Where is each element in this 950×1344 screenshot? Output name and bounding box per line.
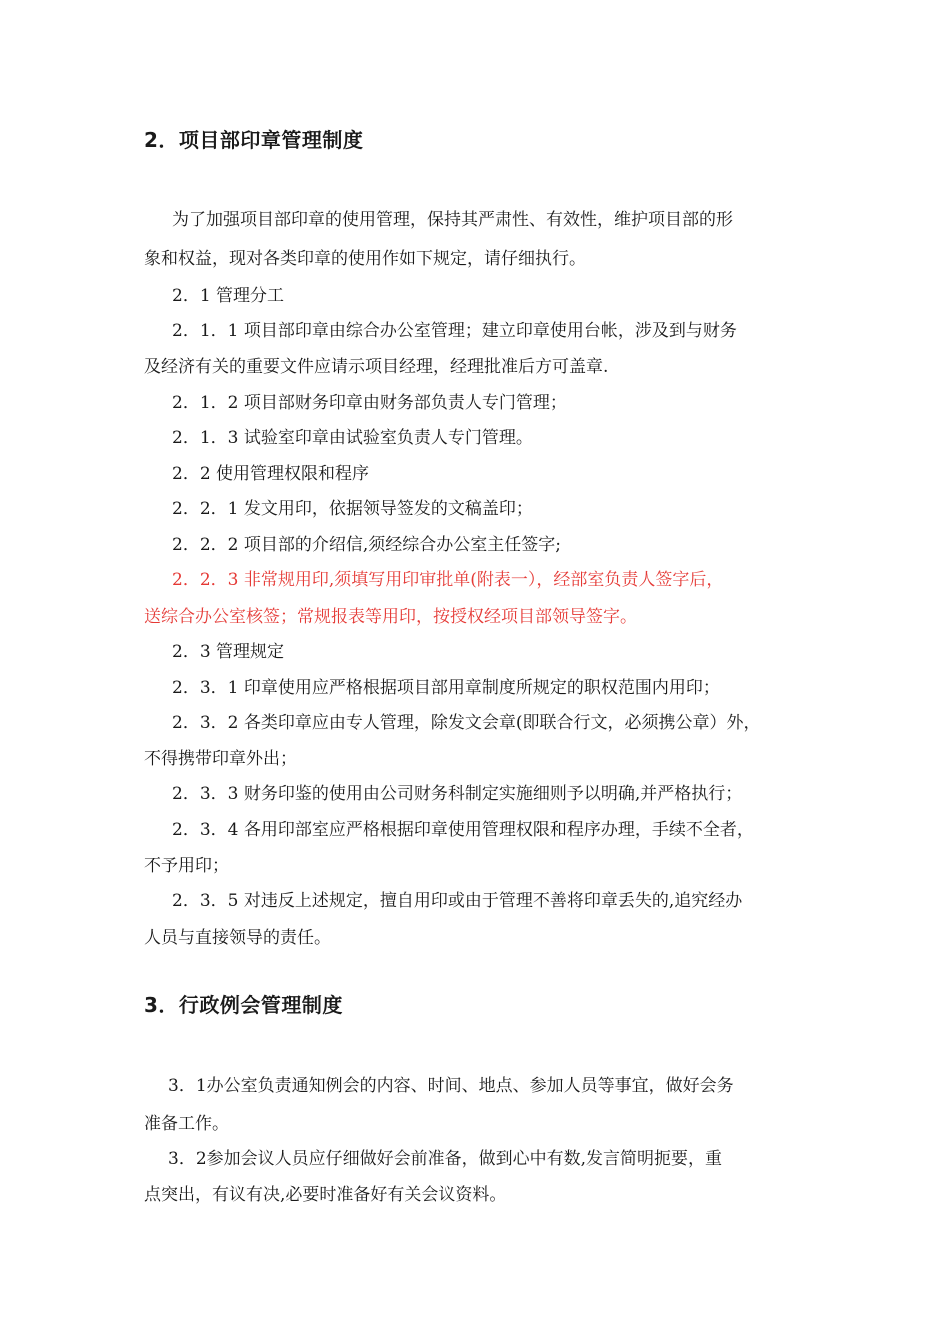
- item-2-3: 2．3 管理规定: [172, 642, 285, 662]
- item-3-1-line-1: 3．1办公室负责通知例会的内容、时间、地点、参加人员等事宜，做好会务: [168, 1076, 734, 1096]
- item-2-1-1-line-1: 2．1．1 项目部印章由综合办公室管理；建立印章使用台帐，涉及到与财务: [172, 321, 737, 341]
- item-2-3-2-line-1: 2．3．2 各类印章应由专人管理，除发文会章(即联合行文，必须携公章）外，: [172, 713, 761, 733]
- para-intro-line-1: 为了加强项目部印章的使用管理，保持其严肃性、有效性，维护项目部的形: [172, 210, 733, 230]
- section-2-heading: 2．项目部印章管理制度: [144, 128, 364, 152]
- item-2-3-1: 2．3．1 印章使用应严格根据项目部用章制度所规定的职权范围内用印；: [172, 678, 720, 698]
- item-2-2-3-line-1: 2．2．3 非常规用印,须填写用印审批单(附表一），经部室负责人签字后，: [172, 570, 724, 590]
- item-3-2-line-2: 点突出，有议有决,必要时准备好有关会议资料。: [144, 1185, 507, 1205]
- item-3-1-line-2: 准备工作。: [144, 1114, 229, 1134]
- item-3-2-line-1: 3．2参加会议人员应仔细做好会前准备，做到心中有数,发言简明扼要，重: [168, 1149, 723, 1169]
- item-2-2-1: 2．2．1 发文用印，依据领导签发的文稿盖印；: [172, 499, 533, 519]
- section-3-heading: 3．行政例会管理制度: [144, 993, 343, 1017]
- para-intro-line-2: 象和权益，现对各类印章的使用作如下规定，请仔细执行。: [144, 249, 586, 269]
- item-2-1: 2．1 管理分工: [172, 286, 285, 306]
- item-2-3-5-line-2: 人员与直接领导的责任。: [144, 928, 331, 948]
- item-2-2-2: 2．2．2 项目部的介绍信,须经综合办公室主任签字;: [172, 535, 561, 555]
- item-2-1-1-line-2: 及经济有关的重要文件应请示项目经理，经理批准后方可盖章.: [144, 357, 609, 377]
- item-2-3-3: 2．3．3 财务印鉴的使用由公司财务科制定实施细则予以明确,并严格执行；: [172, 784, 743, 804]
- item-2-3-2-line-2: 不得携带印章外出；: [144, 749, 297, 769]
- item-2-3-4-line-1: 2．3．4 各用印部室应严格根据印章使用管理权限和程序办理，手续不全者，: [172, 820, 754, 840]
- item-2-1-2: 2．1．2 项目部财务印章由财务部负责人专门管理；: [172, 393, 567, 413]
- item-2-3-5-line-1: 2．3．5 对违反上述规定，擅自用印或由于管理不善将印章丢失的,追究经办: [172, 891, 743, 911]
- item-2-3-4-line-2: 不予用印；: [144, 856, 229, 876]
- item-2-2: 2．2 使用管理权限和程序: [172, 464, 370, 484]
- item-2-1-3: 2．1．3 试验室印章由试验室负责人专门管理。: [172, 428, 533, 448]
- item-2-2-3-line-2: 送综合办公室核签；常规报表等用印，按授权经项目部领导签字。: [144, 607, 637, 627]
